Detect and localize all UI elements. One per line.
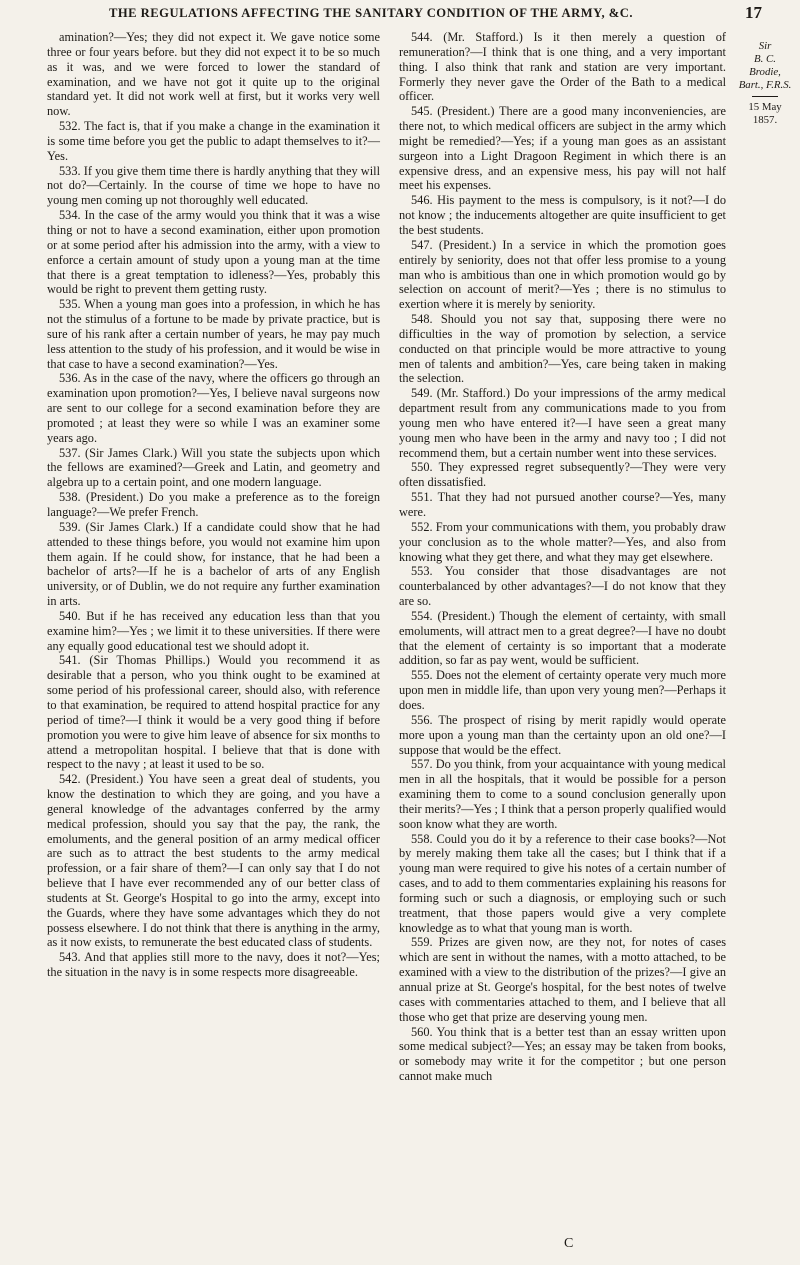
page-header — [40, 3, 762, 32]
paragraph: 533. If you give them time there is hardly anything that they will not do?—Certainly. In the course of time we hope to have no young men coming up not thoroughly well educated. — [47, 163, 380, 208]
paragraph: 549. (Mr. Stafford.) Do your impressions of the army medical department result from any communications made to you from young men who have entered it?—I have seen a great many young men who have been in the army and navy too ; I did not recommend them, but a certain number went into these services. — [399, 386, 726, 460]
paragraph: 554. (President.) Though the element of certainty, with small emoluments, will attract men to a great degree?—I have no doubt that the element of certainty is so important that a moderate addition, so far as pay went, would be sufficient. — [399, 608, 726, 668]
witness-date: 15 May 1857. — [748, 101, 782, 126]
paragraph: 553. You consider that those disadvantages are not counterbalanced by other advantages?—I do not know that they are so. — [399, 564, 726, 609]
paragraph: amination?—Yes; they did not expect it. We gave notice some three or four years before. but they did not expect it to be so much as it was, and we were forced to lower the standard of examination, and we have not got it quite up to the original standard yet. It did not work well at first, but it works very well now. — [47, 30, 380, 119]
witness-label: Sir — [758, 40, 772, 52]
witness-title: Bart., F.R.S. — [738, 79, 792, 91]
paragraph: 558. Could you do it by a reference to their case books?—Not by merely making them take all the cases; but I think that if a young man were required to give his notes of a certain number of cases, and to add to them commentaries explaining his reasons for forming such or such a diagnosis, or employing such or such treatment, that those papers would give a very complete knowledge as to what that young man is worth. — [399, 831, 726, 935]
witness-name: B. C. Brodie, — [749, 53, 781, 78]
running-title: THE REGULATIONS AFFECTING THE SANITARY CONDITION OF THE ARMY, &C. — [108, 6, 634, 20]
paragraph: 550. They expressed regret subsequently?—They were very often dissatisfied. — [399, 460, 726, 490]
paragraph: 537. (Sir James Clark.) Will you state the subjects upon which the fellows are examined?—Greek and Latin, and geometry and algebra up to a certain point, and one modern language. — [47, 445, 380, 490]
paragraph: 559. Prizes are given now, are they not, for notes of cases which are sent in without the names, with a motto attached, to be examined with a view to the distribution of the prizes?—I give an annual prize at St. George's hospital, for the best notes of twelve cases with commentaries attached to them, and I believe that all those who get that prize are deserving young men. — [399, 935, 726, 1024]
paragraph: 536. As in the case of the navy, where the officers go through an examination upon promotion?—Yes, I believe naval surgeons now are sent to our college for a second examination before they are promoted ; at least they were so while I was an examiner some years ago. — [47, 371, 380, 445]
paragraph: 534. In the case of the army would you think that it was a wise thing or not to have a second examination, either upon promotion or at some period after his admission into the army, with a view to enforce a certain amount of study upon a young man at the time that there is a great temptation to idleness?—Yes, probably this would be right to prevent them getting rusty. — [47, 208, 380, 297]
paragraph: 546. His payment to the mess is compulsory, is it not?—I do not know ; the inducements altogether are quite insufficient to get the best students. — [399, 193, 726, 237]
paragraph: 542. (President.) You have seen a great deal of students, you know the destination to which they are going, and you have a general knowledge of the advantages conferred by the army medical profession, should you say that the pay, the rank, the emoluments, and the general position of an army medical officer are such as to attract the best students to the army medical profession, or a fair share of them?—I can only say that I do not believe that I have ever recommended any of our better class of students at St. George's Hospital to go into the army, except into the Guards, where they have some advantages which they do not possess elsewhere. I do not think that there is anything in the army, as it now exists, to remunerate the best educated class of students. — [47, 772, 380, 950]
paragraph: 545. (President.) There are a good many inconveniencies, are there not, to which medical officers are subject in the army which might be remedied?—Yes; if a young man goes as an assistant surgeon into a Light Dragoon Regiment in which there is an expensive dress, and an expensive mess, his pay will not half meet his expenses. — [399, 104, 726, 193]
right-column — [399, 30, 726, 1084]
paragraph: 541. (Sir Thomas Phillips.) Would you recommend it as desirable that a person, who you think ought to be examined at some period of his professional career, should also, with reference to that examination, be required to attend hospital practice for any period of time?—I think it would be a very good thing if before promotion you were to give him leave of absence for six months to attend a metropolitan hospital. I believe that that is done with respect to the navy ; at least it used to be so. — [47, 653, 380, 772]
paragraph: 538. (President.) Do you make a preference as to the foreign language?—We prefer French. — [47, 490, 380, 519]
paragraph: 560. You think that is a better test than an essay written upon some medical subject?—Yes; an essay may be taken from books, or somebody may write it for the competitor ; but one person cannot make much — [399, 1024, 726, 1084]
paragraph: 552. From your communications with them, you probably draw your conclusion as to the whole matter?—Yes, and also from knowing what they get there, and what they may get elsewhere. — [399, 519, 726, 564]
page-number: 17 — [745, 3, 762, 22]
paragraph: 544. (Mr. Stafford.) Is it then merely a question of remuneration?—I think that is one thing, and a very important thing. I also think that rank and station are very important. Formerly they never gave the Order of the Bath to a medical officer. — [399, 30, 726, 104]
paragraph: 556. The prospect of rising by merit rapidly would operate more upon a young man than the certainty upon an old one?—I suppose that would be the effect. — [399, 712, 726, 757]
paragraph: 547. (President.) In a service in which the promotion goes entirely by seniority, does not that offer less promise to a young man who is ambitious than one in which promotion would go by selection on account of merit?—Yes ; there is no stimulus to exertion where it is merely by seniority. — [399, 237, 726, 312]
paragraph: 532. The fact is, that if you make a change in the examination it is some time before you get the public to adapt themselves to it?—Yes. — [47, 119, 380, 163]
paragraph: 557. Do you think, from your acquaintance with young medical men in all the hospitals, that it would be possible for a person examining them to come to a sound conclusion generally upon their merits?—Yes ; I think that a person properly qualified would soon know what they are worth. — [399, 757, 726, 831]
left-column — [47, 30, 380, 980]
paragraph: 539. (Sir James Clark.) If a candidate could show that he had attended to these things before, you would not examine him upon them again. If he could show, for instance, that he had been a bachelor of arts?—If he is a bachelor of arts of any English university, or of Dublin, we do not require any further examination in arts. — [47, 519, 380, 609]
paragraph: 535. When a young man goes into a profession, in which he has not the stimulus of a fortune to be made by private practice, but is sure of his rank after a certain number of years, he may pay much less attention to the study of his profession, and it would be wise in that case to have a second examination?—Yes. — [47, 297, 380, 371]
paragraph: 551. That they had not pursued another course?—Yes, many were. — [399, 490, 726, 519]
paragraph: 540. But if he has received any education less than that you examine him?—Yes ; we limit it to these universities. If there were any equally good educational test we should adopt it. — [47, 608, 380, 653]
paragraph: 543. And that applies still more to the navy, does it not?—Yes; the situation in the navy is in some respects more disagreeable. — [47, 950, 380, 980]
signature-mark: C — [564, 1236, 574, 1251]
paragraph: 548. Should you not say that, supposing there were no difficulties in the way of promotion by selection, a service conducted on that principle would be more attractive to young men of talents and ambition?—Yes, care being taken in making the selection. — [399, 312, 726, 386]
margin-note — [737, 40, 793, 127]
margin-rule — [752, 96, 778, 97]
paragraph: 555. Does not the element of certainty operate very much more upon men in middle life, than upon very young men?—Perhaps it does. — [399, 668, 726, 712]
